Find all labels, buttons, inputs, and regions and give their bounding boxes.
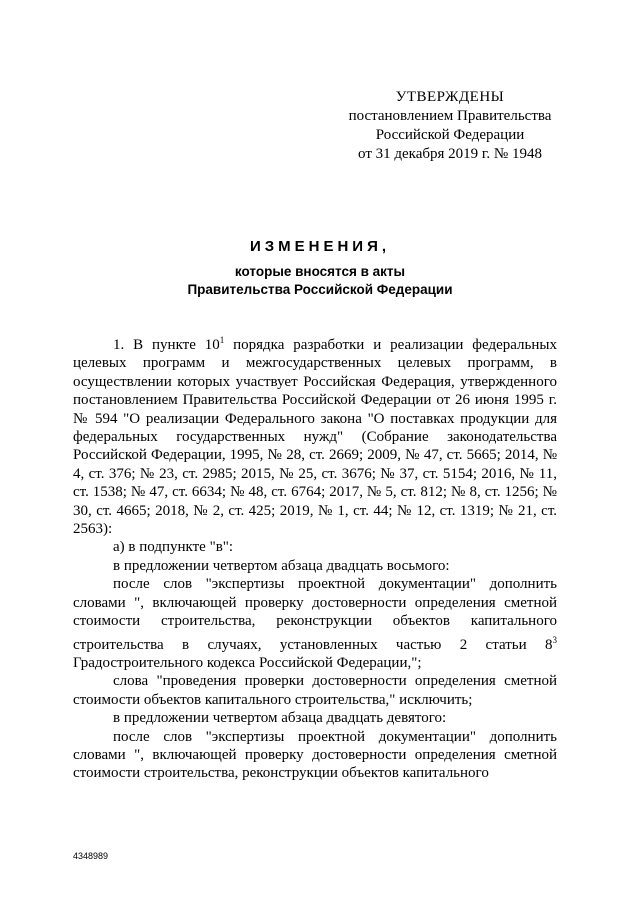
- footnote-mark: 1: [219, 335, 225, 345]
- paragraph-5: слова "проведения проверки достоверности определения сметной стоимости объектов капитального строительства," исключить;: [73, 673, 557, 708]
- document-subtitle: [60, 263, 580, 299]
- approval-block: [340, 88, 560, 164]
- paragraph-7: после слов "экспертизы проектной документации" дополнить словами ", включающей проверку достоверности определения сметной стоимости строительства, реконструкции объектов капитального: [73, 728, 557, 782]
- paragraph-1: [73, 331, 557, 538]
- approval-title: УТВЕРЖДЕНЫ: [395, 89, 505, 105]
- paragraph-1-rest: порядка разработки и реализации федеральных целевых программ и межгосударственных целевых программ, в осуществлении которых участвует Российская Федерация, утвержденного постановлением Правительства Российской Федерации от 26 июня 1995 г. № 594 "О реализации Федерального закона "О поставках продукции для федеральных государственных нужд" (Собрание законодательства Российской Федерации, 1995, № 28, ст. 2669; 2009, № 47, ст. 5665; 2014, № 4, ст. 376; № 23, ст. 2985; 2015, № 25, ст. 3676; № 37, ст. 5154; 2016, № 11, ст. 1538; № 47, ст. 6634; № 48, ст. 6764; 2017, № 5, ст. 812; № 8, ст. 1256; № 30, ст. 4665; 2018, № 2, ст. 425; 2019, № 1, ст. 44; № 12, ст. 1319; № 21, ст. 2563):: [73, 337, 557, 538]
- subtitle-line-2: Правительства Российской Федерации: [187, 282, 453, 297]
- paragraph-6: в предложении четвертом абзаца двадцать девятого:: [113, 710, 447, 727]
- paragraph-4-rest: Градостроительного кодекса Российской Федерации,";: [73, 654, 422, 671]
- approval-line-2: Российской Федерации: [375, 127, 525, 143]
- document-title: ИЗМЕНЕНИЯ,: [249, 238, 391, 255]
- paragraph-4-start: после слов "экспертизы проектной документации" дополнить словами ", включающей проверку достоверности определения сметной стоимости строительства, реконструкции объектов капитального строительства в случаях, установленных частью 2 статьи 8: [73, 576, 557, 653]
- document-body: [73, 331, 557, 783]
- document-code: 4348989: [73, 851, 109, 861]
- approval-line-3: от 31 декабря 2019 г. № 1948: [358, 146, 542, 162]
- paragraph-2: а) в подпункте "в":: [113, 539, 234, 556]
- paragraph-4: [73, 575, 557, 672]
- article-superscript: 3: [552, 634, 557, 645]
- subtitle-line-1: которые вносятся в акты: [234, 264, 406, 279]
- paragraph-1-start: 1. В пункте 10: [113, 337, 220, 353]
- approval-line-1: постановлением Правительства: [348, 108, 552, 124]
- paragraph-3: в предложении четвертом абзаца двадцать восьмого:: [113, 557, 450, 574]
